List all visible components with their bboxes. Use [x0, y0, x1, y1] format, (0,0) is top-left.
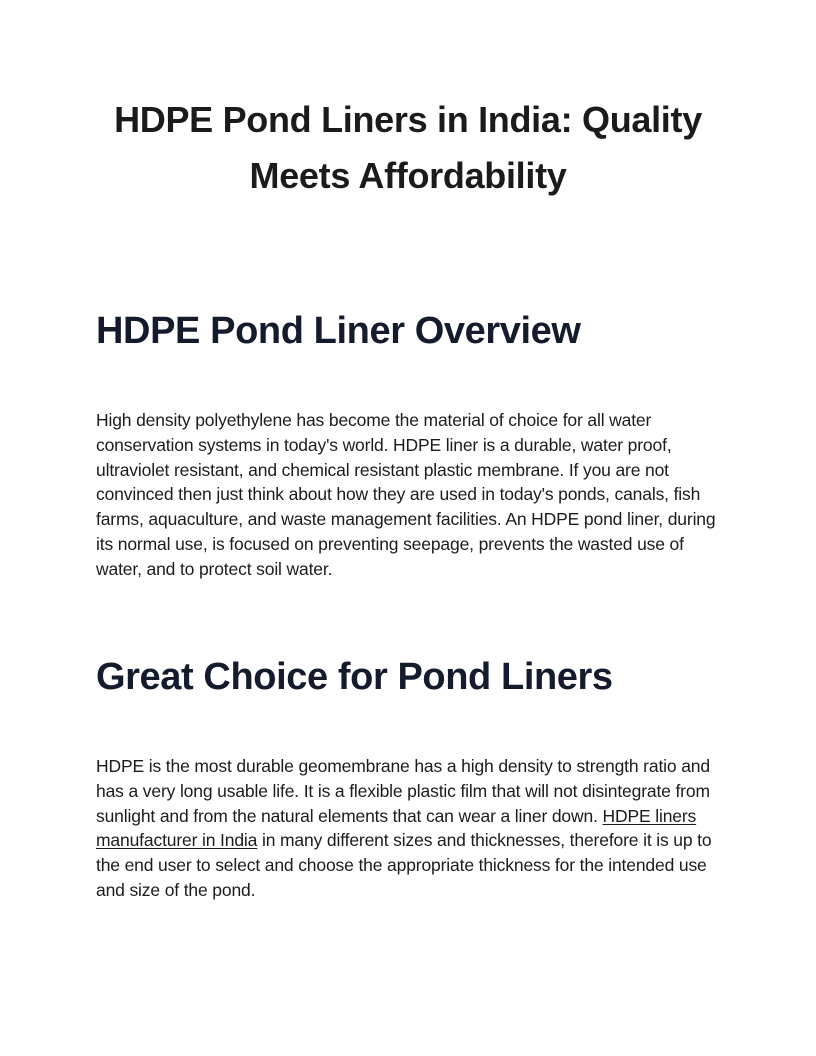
manufacturer-link[interactable]: HDPE liners manufacturer in India [96, 805, 697, 851]
section-heading-great-choice: Great Choice for Pond Liners [96, 656, 613, 698]
great-choice-paragraph [96, 754, 720, 903]
paragraph-text-before-link: HDPE is the most durable geomembrane has a high density to strength ratio and has a very long usable life. It is a flexible plastic film that will not disintegrate from sunlight and from the natural elements that can wear a liner down. [96, 756, 710, 826]
document-title: HDPE Pond Liners in India: Quality Meets Affordability [114, 99, 702, 196]
paragraph-text-after-link: in many different sizes and thicknesses, therefore it is up to the end user to select and choose the appropriate thickness for the intended use and size of the pond. [96, 830, 712, 900]
overview-paragraph: High density polyethylene has become the material of choice for all water conservation systems in today's world. HDPE liner is a durable, water proof, ultraviolet resistant, and chemical resistant plastic membrane. If you are not convinced then just think about how they are used in today's ponds, canals, fish farms, aquaculture, and waste management facilities. An HDPE pond liner, during its normal use, is focused on preventing seepage, prevents the wasted use of water, and to protect soil water. [96, 410, 716, 579]
section-heading-overview: HDPE Pond Liner Overview [96, 310, 581, 352]
